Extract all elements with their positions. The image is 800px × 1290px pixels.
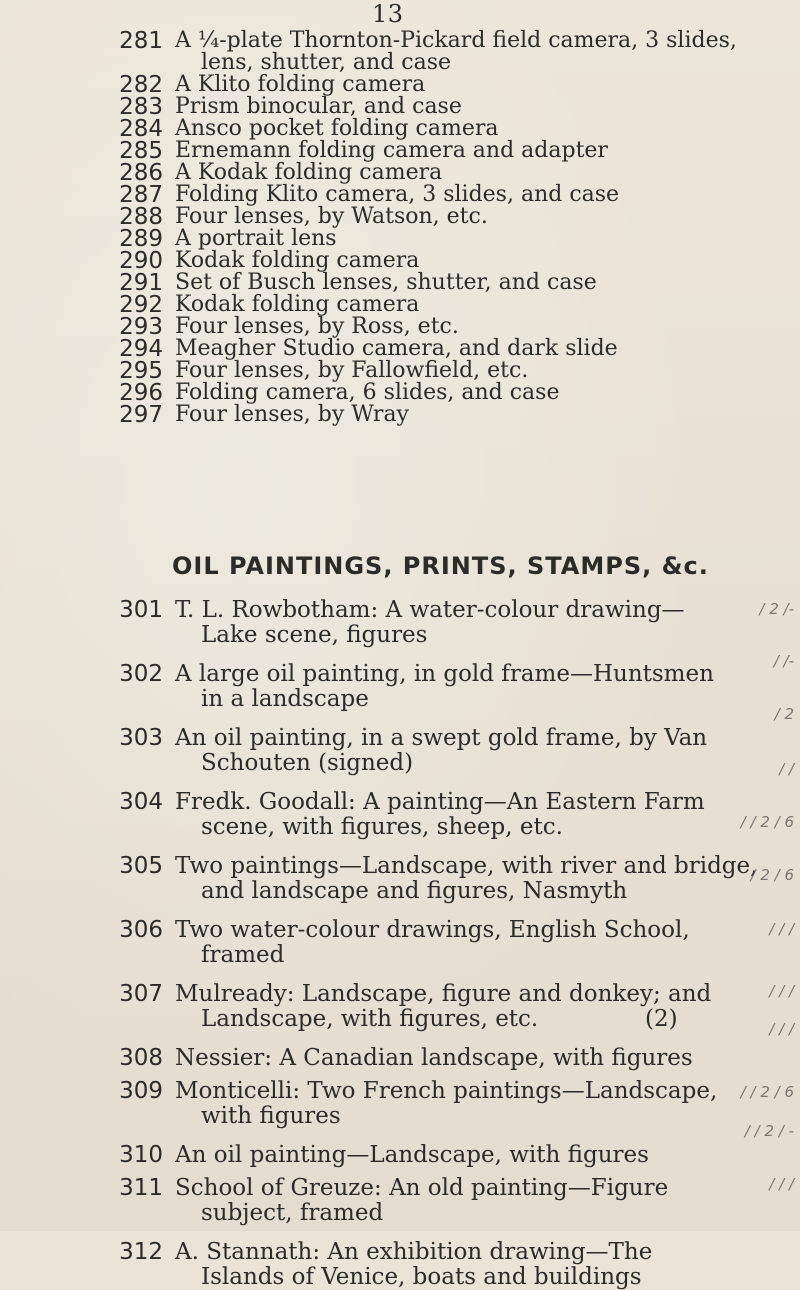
lot-292: [0, 294, 800, 316]
lot-description: Fredk. Goodall: A painting—An Eastern Farm: [175, 789, 705, 815]
lot-286: [0, 162, 800, 184]
lot-description: An oil painting—Landscape, with figures: [175, 1142, 649, 1168]
lot-description-text: Landscape, with figures, etc.: [201, 1006, 539, 1032]
lot-description-continued: with figures: [201, 1103, 341, 1129]
lot-288: [0, 206, 800, 228]
lot-description-continued: in a landscape: [201, 686, 369, 712]
lot-description: Four lenses, by Watson, etc.: [175, 204, 488, 229]
lot-number: 297: [119, 402, 163, 428]
lot-285: [0, 140, 800, 162]
lot-description: Monticelli: Two French paintings—Landscape,: [175, 1078, 718, 1104]
lot-description: Kodak folding camera: [175, 292, 420, 317]
lot-281: [0, 30, 800, 74]
lot-description-continued: Islands of Venice, boats and buildings: [201, 1264, 642, 1290]
lot-312: [0, 1240, 800, 1290]
lot-number: 311: [119, 1175, 163, 1201]
lot-description: A. Stannath: An exhibition drawing—The: [175, 1239, 653, 1265]
lot-number: 306: [119, 917, 163, 943]
handwritten-margin-note: / 2: [774, 705, 794, 723]
handwritten-margin-note: / / 2 / 6: [740, 813, 794, 831]
handwritten-margin-note: / / 2 / 6: [740, 1083, 794, 1101]
painting-lots-list: [0, 598, 800, 1290]
lot-quantity: (2): [645, 1006, 678, 1032]
lot-description: Four lenses, by Ross, etc.: [175, 314, 459, 339]
lot-description: Mulready: Landscape, figure and donkey; and: [175, 981, 712, 1007]
lot-283: [0, 96, 800, 118]
lot-description: Nessier: A Canadian landscape, with figures: [175, 1045, 693, 1071]
camera-lots-list: [0, 30, 800, 426]
lot-number: 304: [119, 789, 163, 815]
lot-293: [0, 316, 800, 338]
lot-301: [0, 598, 800, 648]
lot-282: [0, 74, 800, 96]
lot-number: 284: [119, 116, 163, 142]
lot-304: [0, 790, 800, 840]
lot-number: 294: [119, 336, 163, 362]
handwritten-margin-note: / / /: [769, 982, 794, 1000]
lot-description: Four lenses, by Fallowfield, etc.: [175, 358, 529, 383]
lot-description: School of Greuze: An old painting—Figure: [175, 1175, 669, 1201]
lot-description-continued: Lake scene, figures: [201, 622, 428, 648]
lot-description: Ernemann folding camera and adapter: [175, 138, 608, 163]
handwritten-margin-note: / / /: [769, 1175, 794, 1193]
lot-number: 301: [119, 597, 163, 623]
lot-description: A ¼-plate Thornton-Pickard field camera, 3 slides,: [175, 28, 737, 53]
lot-number: 286: [119, 160, 163, 186]
lot-description: Prism binocular, and case: [175, 94, 462, 119]
lot-311: [0, 1176, 800, 1226]
lot-description: Ansco pocket folding camera: [175, 116, 499, 141]
lot-number: 302: [119, 661, 163, 687]
lot-296: [0, 382, 800, 404]
lot-number: 307: [119, 981, 163, 1007]
handwritten-margin-note: / /-: [773, 652, 794, 670]
lot-290: [0, 250, 800, 272]
lot-number: 310: [119, 1142, 163, 1168]
lot-description-continued: [175, 1007, 770, 1032]
lot-number: 287: [119, 182, 163, 208]
lot-description-continued: and landscape and figures, Nasmyth: [201, 878, 628, 904]
lot-description: A Kodak folding camera: [175, 160, 443, 185]
handwritten-margin-note: / 2 /-: [759, 600, 794, 618]
lot-description-continued: framed: [201, 942, 285, 968]
lot-number: 305: [119, 853, 163, 879]
lot-287: [0, 184, 800, 206]
lot-description: T. L. Rowbotham: A water-colour drawing—: [175, 597, 685, 623]
handwritten-margin-note: / / /: [769, 1020, 794, 1038]
lot-description: Kodak folding camera: [175, 248, 420, 273]
lot-294: [0, 338, 800, 360]
lot-description: Two water-colour drawings, English School,: [175, 917, 690, 943]
lot-310: [0, 1143, 800, 1168]
lot-description: Folding Klito camera, 3 slides, and case: [175, 182, 620, 207]
handwritten-margin-note: / 2 / 6: [750, 866, 794, 884]
lot-number: 292: [119, 292, 163, 318]
lot-number: 293: [119, 314, 163, 340]
lot-297: [0, 404, 800, 426]
lot-number: 296: [119, 380, 163, 406]
lot-number: 283: [119, 94, 163, 120]
lot-309: [0, 1079, 800, 1129]
handwritten-margin-note: / /: [779, 760, 794, 778]
lot-number: 289: [119, 226, 163, 252]
lot-description-continued: Schouten (signed): [201, 750, 414, 776]
lot-number: 312: [119, 1239, 163, 1265]
lot-description-continued: subject, framed: [201, 1200, 384, 1226]
lot-description: Meagher Studio camera, and dark slide: [175, 336, 618, 361]
section-heading: OIL PAINTINGS, PRINTS, STAMPS, &c.: [172, 552, 709, 580]
lot-number: 291: [119, 270, 163, 296]
lot-description: Four lenses, by Wray: [175, 402, 409, 427]
lot-description: A Klito folding camera: [175, 72, 426, 97]
lot-number: 285: [119, 138, 163, 164]
lot-description-continued: scene, with figures, sheep, etc.: [201, 814, 563, 840]
lot-number: 282: [119, 72, 163, 98]
lot-description: An oil painting, in a swept gold frame, by Van: [175, 725, 708, 751]
handwritten-margin-note: / / 2 / -: [744, 1122, 794, 1140]
lot-description: Folding camera, 6 slides, and case: [175, 380, 560, 405]
lot-302: [0, 662, 800, 712]
lot-305: [0, 854, 800, 904]
lot-303: [0, 726, 800, 776]
lot-number: 309: [119, 1078, 163, 1104]
lot-number: 290: [119, 248, 163, 274]
page-number: 13: [372, 0, 404, 28]
handwritten-margin-note: / / /: [769, 920, 794, 938]
lot-description: A portrait lens: [175, 226, 337, 251]
lot-number: 308: [119, 1045, 163, 1071]
lot-295: [0, 360, 800, 382]
lot-description-continued: lens, shutter, and case: [201, 50, 452, 75]
lot-number: 288: [119, 204, 163, 230]
lot-308: [0, 1046, 800, 1071]
lot-description: Two paintings—Landscape, with river and bridge,: [175, 853, 758, 879]
lot-291: [0, 272, 800, 294]
lot-number: 303: [119, 725, 163, 751]
lot-number: 281: [119, 28, 163, 54]
lot-306: [0, 918, 800, 968]
lot-number: 295: [119, 358, 163, 384]
lot-description: A large oil painting, in gold frame—Huntsmen: [175, 661, 714, 687]
lot-description: Set of Busch lenses, shutter, and case: [175, 270, 597, 295]
lot-307: [0, 982, 800, 1032]
lot-284: [0, 118, 800, 140]
lot-289: [0, 228, 800, 250]
